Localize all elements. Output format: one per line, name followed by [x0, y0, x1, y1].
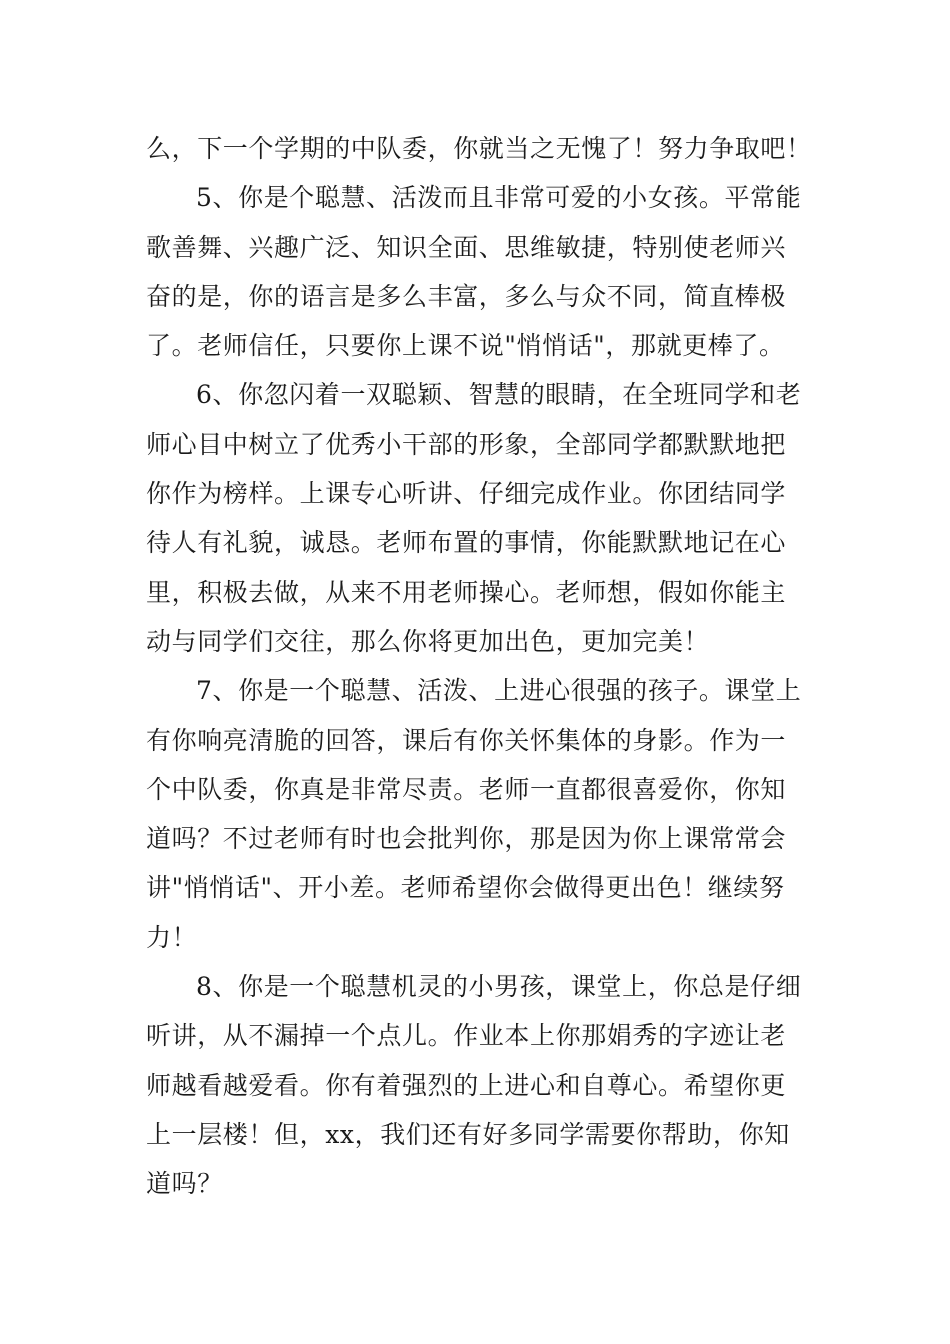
document-body	[146, 124, 812, 1209]
text-line: 奋的是，你的语言是多么丰富，多么与众不同，简直棒极	[146, 281, 787, 311]
paragraph-item-8	[146, 962, 806, 1208]
text-line: 5、你是个聪慧、活泼而且非常可爱的小女孩。平常能	[196, 183, 802, 213]
text-line: 个中队委，你真是非常尽责。老师一直都很喜爱你，你知	[146, 774, 787, 804]
text-line: 动与同学们交往，那么你将更加出色，更加完美！	[146, 626, 710, 656]
paragraph-item-5	[146, 173, 806, 370]
text-line: 听讲，从不漏掉一个点儿。作业本上你那娟秀的字迹让老	[146, 1021, 787, 1051]
paragraph-item-6	[146, 370, 806, 666]
text-line: 歌善舞、兴趣广泛、知识全面、思维敏捷，特别使老师兴	[146, 232, 787, 262]
text-line: 力！	[146, 922, 198, 952]
text-line: 你作为榜样。上课专心听讲、仔细完成作业。你团结同学	[146, 479, 787, 509]
text-line: 上一层楼！但，xx，我们还有好多同学需要你帮助，你知	[146, 1119, 790, 1149]
text-line: 道吗？不过老师有时也会批判你，那是因为你上课常常会	[146, 824, 787, 854]
text-line: 有你响亮清脆的回答，课后有你关怀集体的身影。作为一	[146, 725, 787, 755]
text-line: 了。老师信任，只要你上课不说"悄悄话"，那就更棒了。	[146, 331, 785, 361]
text-line: 师心目中树立了优秀小干部的形象，全部同学都默默地把	[146, 429, 787, 459]
text-line: 6、你忽闪着一双聪颖、智慧的眼睛，在全班同学和老	[196, 380, 802, 410]
text-line: 里，积极去做，从来不用老师操心。老师想，假如你能主	[146, 577, 787, 607]
text-line: 讲"悄悄话"、开小差。老师希望你会做得更出色！继续努	[146, 873, 785, 903]
text-line: 么，下一个学期的中队委，你就当之无愧了！努力争取吧！	[146, 134, 812, 163]
text-line: 道吗？	[146, 1169, 223, 1199]
paragraph-item-7	[146, 666, 806, 962]
paragraph-continuation	[146, 124, 812, 173]
text-line: 待人有礼貌，诚恳。老师布置的事情，你能默默地记在心	[146, 528, 787, 558]
text-line: 7、你是一个聪慧、活泼、上进心很强的孩子。课堂上	[196, 676, 802, 706]
text-line: 8、你是一个聪慧机灵的小男孩，课堂上，你总是仔细	[196, 972, 802, 1002]
text-line: 师越看越爱看。你有着强烈的上进心和自尊心。希望你更	[146, 1070, 787, 1100]
